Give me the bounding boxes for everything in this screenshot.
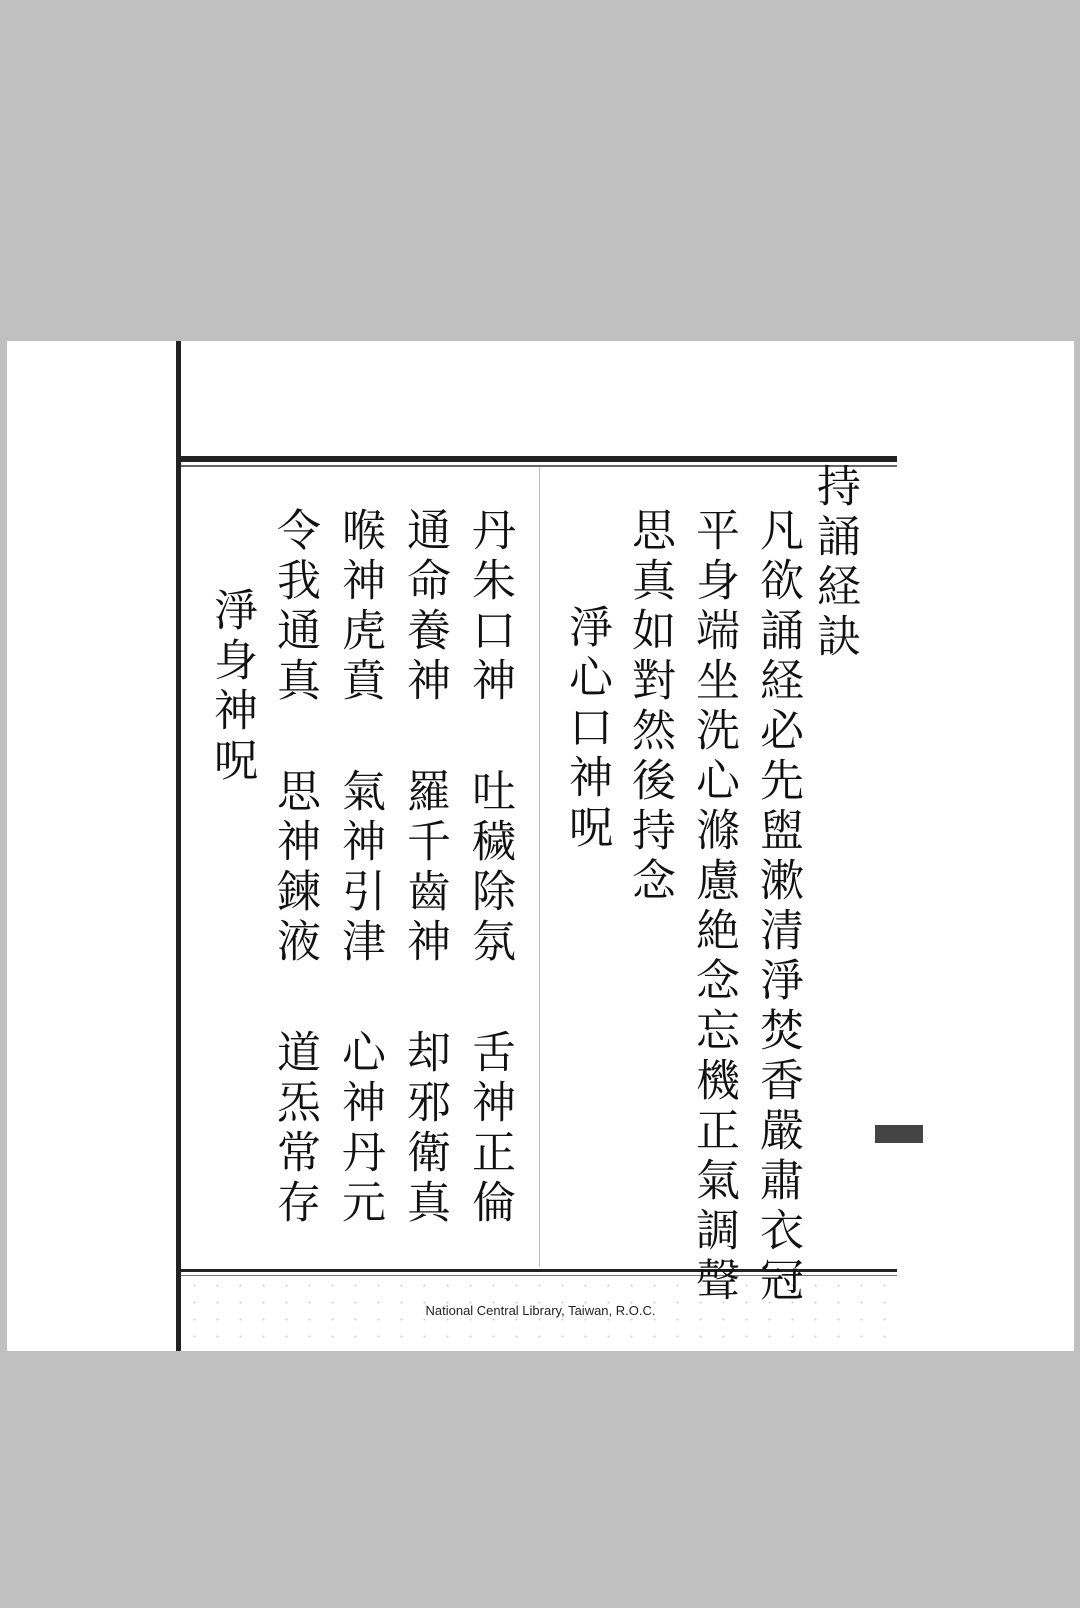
verse-2-bottom: 却邪衛真 [399,1029,450,1229]
verse-1-mid: 吐穢除氛 [464,768,515,968]
verse-1-top: 丹朱口神 [464,507,515,707]
mantra1-title: 淨心口神呪 [561,604,612,854]
frame-top-rule [181,456,897,462]
verse-3-bottom: 心神丹元 [334,1029,385,1229]
document-title: 持誦経訣 [809,463,860,663]
edge-tab-mark [875,1125,923,1143]
verse-3-top: 喉神虎賁 [334,507,385,707]
verse-2-top: 通命養神 [399,507,450,707]
scanned-page [7,341,1074,1351]
verse-4-bottom: 道炁常存 [269,1029,320,1229]
mantra2-title: 淨身神呪 [206,587,257,787]
book-spine-rule [176,341,181,1351]
library-credit: National Central Library, Taiwan, R.O.C. [425,1303,656,1318]
page-fold-line [539,467,540,1267]
verse-3-mid: 氣神引津 [334,768,385,968]
verse-4-top: 令我通真 [269,507,320,707]
intro-line-3: 思真如對然後持念 [624,507,675,907]
intro-line-2: 平身端坐洗心滌慮絶念忘機正氣調聲 [688,507,739,1307]
verse-2-mid: 羅千齒神 [399,768,450,968]
intro-line-1: 凡欲誦経必先盥漱清淨焚香嚴肅衣冠 [752,507,803,1307]
verse-4-mid: 思神鍊液 [269,768,320,968]
verse-1-bottom: 舌神正倫 [464,1029,515,1229]
